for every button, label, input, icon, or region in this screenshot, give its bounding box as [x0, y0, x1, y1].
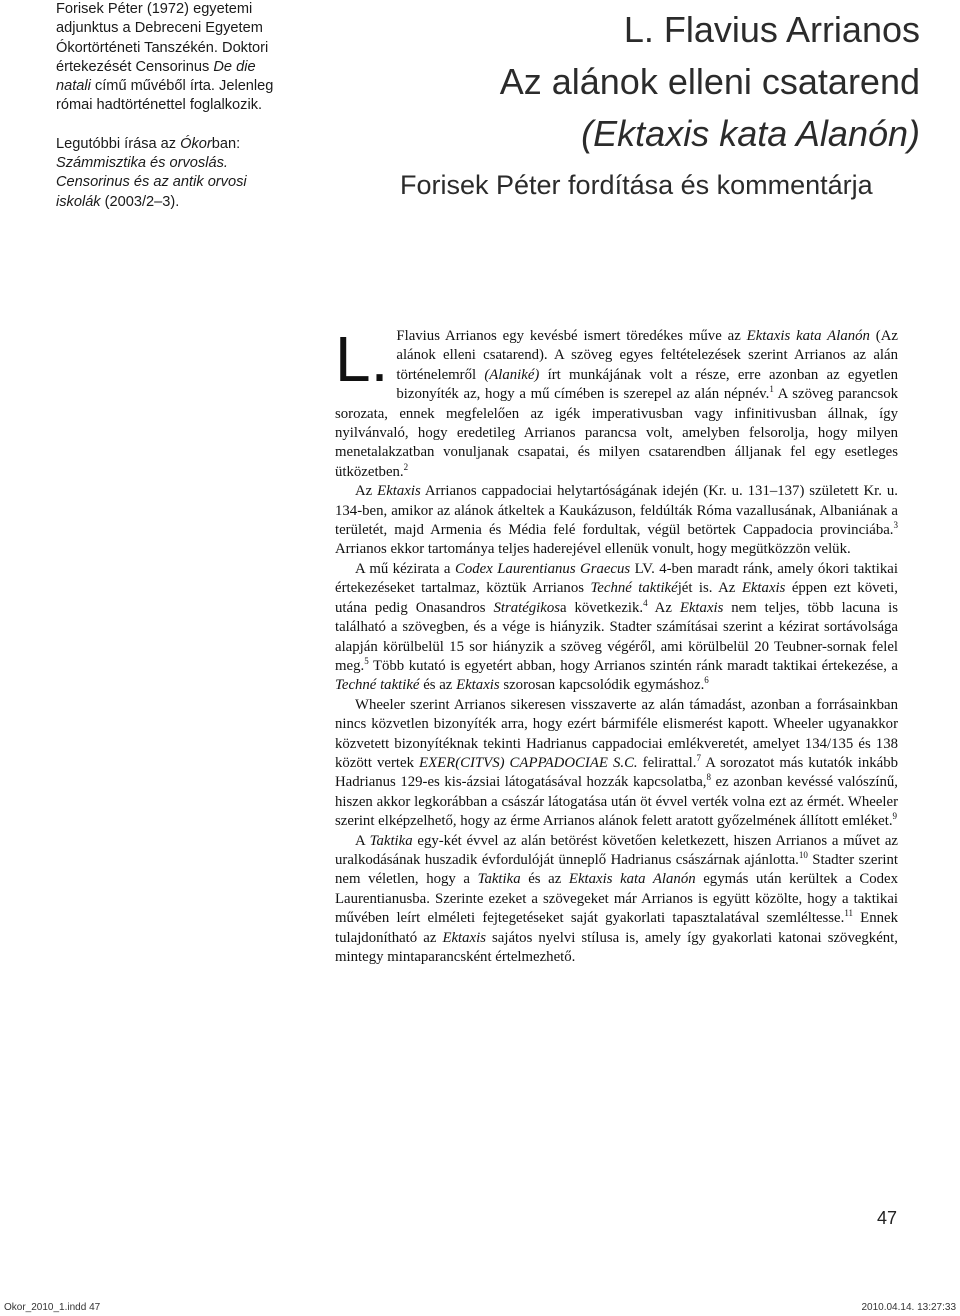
footnote-ref: 7 [696, 753, 701, 764]
paragraph-3: A mű kézirata a Codex Laurentianus Graecus LV. 4-ben maradt ránk, amely ókori taktikai értekezéseket tartalmaz, köztük Arrianos Techné taktikéjét is. Az Ektaxis éppen ezt követi, utána pedig Onasandros Stratégikosa következik.$^4$ Az Ektaxis nem teljes, több lacuna is található a szövegben, és a vége is hiányzik. Stadter számításai szerint a kézirat sortávolsága alapján körülbelül 15 sor hiányzik a szöveg végéről, ami körülbelül 20 Teubner-sornak felel meg.$^5$ Több kutató is egyetért abban, hogy Arrianos szintén ránk maradt taktikai értekezése, a Techné taktiké és az Ektaxis szorosan kapcsolódik egymáshoz.$^6$ [335, 560, 899, 694]
article-subtitle: Forisek Péter fordítása és kommentárja [400, 170, 873, 200]
previous-article: Legutóbbi írása az Ókorban: Számmisztika és orvoslás. Censorinus és az antik orvosi iskolák (2003/2–3). [56, 135, 247, 210]
paragraph-2: Az Ektaxis Arrianos cappadociai helytartóságának idején (Kr. u. 131–137) született Kr. u. 134-ben, amikor az alánok átkeltek a Kaukázuson, feldúlták Róma vazallusának, Albaniának a területét, majd Armenia és Média felé fordultak, végül betörtek Cappadocia provinciába.$^3$ Arrianos ekkor tartománya teljes haderejével ellenük vonult, hogy megütközzön velük. [335, 483, 899, 558]
article-body [335, 323, 899, 967]
book-title: De die natali [56, 58, 256, 95]
footnote-ref: 10 [798, 850, 808, 861]
article-title-greek: (Ektaxis kata Alanón) [581, 113, 920, 154]
article-header [400, 0, 920, 202]
footer-timestamp: 2010.04.14. 13:27:33 [861, 1302, 956, 1313]
footnote-ref: 3 [893, 520, 898, 531]
paragraph-4: Wheeler szerint Arrianos sikeresen visszaverte az alán támadást, azonban a forrásainkban nincs közvetlen bizonyíték arra, hogy ezért bármiféle elismerést kapott. Wheeler ugyanakkor közvetett bizonyítéknak tekinti Hadrianus cappadociai emlékveretét, amelyet 134/135 és 138 között vertek EXER(CITVS) CAPPADOCIAE S.C. felirattal.$^7$ A sorozatot más kutatók inkább Hadrianus 129-es kis-ázsiai látogatásával hozzák kapcsolatba,$^8$ ez azonban kevéssé valószínű, hiszen akkor legkorábban a császár látogatása után öt évvel verték volna ezt az érmét. Wheeler szerint elképzelhető, hogy az érme Arrianos alánok felett aratott győzelmének állított emléket.$^9$ [335, 696, 898, 830]
author-bio: Forisek Péter (1972) egyetemi adjunktus a Debreceni Egyetem Ókortörténeti Tanszékén. Doktori értekezését Censorinus De die natali című művéből írta. Jelenleg római hadtörténettel foglalkozik. [56, 1, 274, 114]
paragraph-1: L. Flavius Arrianos egy kevésbé ismert töredékes műve az Ektaxis kata Alanón (Az alánok elleni csatarend). A szöveg egyes feltételezések szerint Arrianos az alán történelemről (Alaniké) írt munkájának volt a része, erre azonban az egyetlen bizonyíték az, hogy a mű címében is szerepel az alán népnév.$^1$ A szöveg parancsok sorozata, ennek megfelelően az igék imperativusban vagy infinitivusban állnak, így nyilvánvaló, hogy eredetileg Arrianos parancsa volt, amelyben felsorolja, hogy milyen menetalakzatban vonuljanak csapatai, és milyen csatarendben álljanak fel egy esetleges ütközetben.$^2$ [335, 323, 899, 480]
paragraph-5: A Taktika egy-két évvel az alán betörést követően keletkezett, hiszen Arrianos a művet az uralkodásának huszadik évfordulóját ünneplő Hadrianus császárnak ajánlotta.$^{10}$ Stadter szerint nem véletlen, hogy a Taktika és az Ektaxis kata Alanón egymás után kerültek a Codex Laurentianusba. Szerinte ezeket a szövegeket már Arrianos is együtt közölte, hogy a taktikai művében leírt elméleti fejtegetéseket saját gyakorlati tapasztalatával szemléltesse.$^{11}$ Ennek tulajdonítható az Ektaxis sajátos nyelvi stílusa is, amely így gyakorlati katonai szövegként, mintegy mintaparancsként értelmezhető. [335, 832, 899, 965]
footnote-ref: 4 [643, 597, 648, 608]
article-title: Az alánok elleni csatarend [499, 61, 920, 102]
footnote-ref: 1 [769, 384, 774, 395]
print-footer [0, 1300, 960, 1316]
footnote-ref: 2 [403, 461, 409, 472]
article-title-author: L. Flavius Arrianos [623, 9, 920, 50]
footnote-ref: 6 [704, 675, 709, 686]
drop-cap: L. [335, 323, 389, 395]
journal-name: Ókor [180, 135, 212, 152]
page-number: 47 [877, 1208, 898, 1228]
footnote-ref: 5 [364, 655, 369, 666]
author-sidebar [56, 0, 290, 212]
footnote-ref: 11 [844, 908, 853, 919]
previous-article-title: Számmisztika és orvoslás. Censorinus és az antik orvosi iskolák [56, 155, 247, 210]
footnote-ref: 8 [706, 772, 711, 783]
footnote-ref: 9 [892, 811, 898, 822]
footer-file-info: Okor_2010_1.indd 47 [4, 1302, 101, 1313]
